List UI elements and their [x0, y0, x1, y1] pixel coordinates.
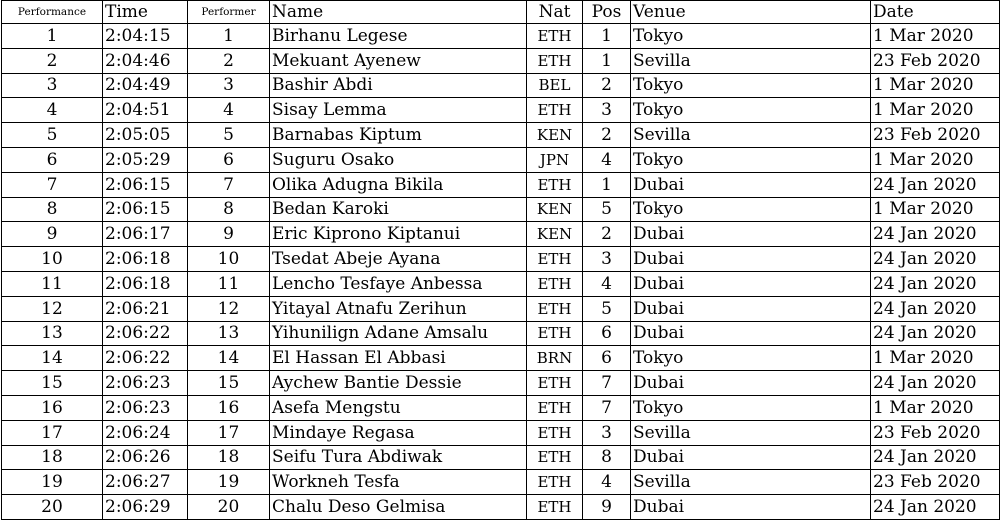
- cell-time: 2:04:46: [103, 48, 188, 73]
- cell-venue: Dubai: [631, 371, 871, 396]
- cell-pos: 5: [583, 296, 631, 321]
- table-row: [2, 371, 1000, 396]
- cell-performance: 6: [2, 147, 103, 172]
- cell-performer: 4: [188, 98, 270, 123]
- cell-performer: 15: [188, 371, 270, 396]
- cell-time: 2:05:05: [103, 123, 188, 148]
- cell-performance: 1: [2, 24, 103, 49]
- table-row: [2, 98, 1000, 123]
- cell-pos: 3: [583, 420, 631, 445]
- cell-name: Lencho Tesfaye Anbessa: [270, 271, 527, 296]
- cell-date: 1 Mar 2020: [871, 346, 1000, 371]
- table-row: [2, 346, 1000, 371]
- cell-nat: BRN: [527, 346, 583, 371]
- cell-performance: 8: [2, 197, 103, 222]
- cell-performance: 18: [2, 445, 103, 470]
- cell-date: 24 Jan 2020: [871, 371, 1000, 396]
- cell-name: Olika Adugna Bikila: [270, 172, 527, 197]
- cell-performance: 13: [2, 321, 103, 346]
- cell-name: Asefa Mengstu: [270, 395, 527, 420]
- cell-nat: ETH: [527, 445, 583, 470]
- cell-pos: 3: [583, 98, 631, 123]
- cell-nat: ETH: [527, 495, 583, 520]
- cell-performance: 19: [2, 470, 103, 495]
- header-performance: Performance: [2, 1, 103, 24]
- cell-name: Suguru Osako: [270, 147, 527, 172]
- cell-name: Chalu Deso Gelmisa: [270, 495, 527, 520]
- header-performer: Performer: [188, 1, 270, 24]
- cell-venue: Dubai: [631, 172, 871, 197]
- cell-nat: ETH: [527, 24, 583, 49]
- cell-pos: 7: [583, 371, 631, 396]
- cell-venue: Tokyo: [631, 395, 871, 420]
- cell-venue: Dubai: [631, 247, 871, 272]
- cell-date: 24 Jan 2020: [871, 172, 1000, 197]
- cell-nat: ETH: [527, 371, 583, 396]
- cell-nat: ETH: [527, 247, 583, 272]
- cell-performance: 12: [2, 296, 103, 321]
- header-nat: Nat: [527, 1, 583, 24]
- cell-pos: 6: [583, 346, 631, 371]
- cell-performance: 16: [2, 395, 103, 420]
- cell-nat: ETH: [527, 271, 583, 296]
- cell-venue: Sevilla: [631, 420, 871, 445]
- cell-performer: 18: [188, 445, 270, 470]
- table-row: [2, 147, 1000, 172]
- cell-date: 24 Jan 2020: [871, 222, 1000, 247]
- cell-venue: Dubai: [631, 222, 871, 247]
- cell-date: 1 Mar 2020: [871, 73, 1000, 98]
- cell-time: 2:06:27: [103, 470, 188, 495]
- cell-name: Yitayal Atnafu Zerihun: [270, 296, 527, 321]
- cell-time: 2:06:24: [103, 420, 188, 445]
- cell-performance: 9: [2, 222, 103, 247]
- cell-time: 2:06:17: [103, 222, 188, 247]
- cell-nat: KEN: [527, 197, 583, 222]
- table-row: [2, 123, 1000, 148]
- cell-nat: KEN: [527, 123, 583, 148]
- cell-time: 2:06:23: [103, 371, 188, 396]
- cell-performer: 20: [188, 495, 270, 520]
- cell-performer: 13: [188, 321, 270, 346]
- cell-pos: 4: [583, 470, 631, 495]
- cell-performer: 5: [188, 123, 270, 148]
- table-row: [2, 271, 1000, 296]
- cell-venue: Tokyo: [631, 24, 871, 49]
- cell-date: 23 Feb 2020: [871, 123, 1000, 148]
- cell-pos: 4: [583, 271, 631, 296]
- table-row: [2, 445, 1000, 470]
- cell-performer: 10: [188, 247, 270, 272]
- header-row: [2, 1, 1000, 24]
- cell-nat: JPN: [527, 147, 583, 172]
- cell-date: 23 Feb 2020: [871, 420, 1000, 445]
- table-row: [2, 321, 1000, 346]
- cell-date: 23 Feb 2020: [871, 470, 1000, 495]
- cell-performance: 17: [2, 420, 103, 445]
- cell-pos: 6: [583, 321, 631, 346]
- cell-performance: 15: [2, 371, 103, 396]
- cell-time: 2:06:15: [103, 197, 188, 222]
- cell-nat: ETH: [527, 420, 583, 445]
- cell-name: Birhanu Legese: [270, 24, 527, 49]
- cell-performer: 3: [188, 73, 270, 98]
- header-date: Date: [871, 1, 1000, 24]
- table-row: [2, 48, 1000, 73]
- cell-performer: 19: [188, 470, 270, 495]
- header-time: Time: [103, 1, 188, 24]
- cell-performer: 9: [188, 222, 270, 247]
- cell-venue: Tokyo: [631, 98, 871, 123]
- table-row: [2, 296, 1000, 321]
- cell-performer: 1: [188, 24, 270, 49]
- cell-time: 2:06:22: [103, 346, 188, 371]
- cell-pos: 1: [583, 48, 631, 73]
- cell-pos: 2: [583, 123, 631, 148]
- cell-venue: Dubai: [631, 271, 871, 296]
- cell-date: 23 Feb 2020: [871, 48, 1000, 73]
- cell-pos: 2: [583, 222, 631, 247]
- table-row: [2, 470, 1000, 495]
- cell-venue: Sevilla: [631, 48, 871, 73]
- cell-date: 24 Jan 2020: [871, 247, 1000, 272]
- cell-name: Bedan Karoki: [270, 197, 527, 222]
- cell-name: Workneh Tesfa: [270, 470, 527, 495]
- cell-performer: 7: [188, 172, 270, 197]
- cell-date: 1 Mar 2020: [871, 395, 1000, 420]
- cell-time: 2:04:49: [103, 73, 188, 98]
- cell-performance: 7: [2, 172, 103, 197]
- cell-venue: Dubai: [631, 321, 871, 346]
- cell-name: Sisay Lemma: [270, 98, 527, 123]
- cell-nat: KEN: [527, 222, 583, 247]
- cell-performer: 2: [188, 48, 270, 73]
- cell-date: 24 Jan 2020: [871, 445, 1000, 470]
- cell-performance: 10: [2, 247, 103, 272]
- cell-pos: 7: [583, 395, 631, 420]
- header-venue: Venue: [631, 1, 871, 24]
- cell-time: 2:06:29: [103, 495, 188, 520]
- cell-venue: Sevilla: [631, 123, 871, 148]
- cell-name: Eric Kiprono Kiptanui: [270, 222, 527, 247]
- cell-performance: 11: [2, 271, 103, 296]
- cell-name: Seifu Tura Abdiwak: [270, 445, 527, 470]
- table-row: [2, 420, 1000, 445]
- cell-nat: ETH: [527, 296, 583, 321]
- cell-performer: 12: [188, 296, 270, 321]
- results-table: [1, 0, 1000, 520]
- table-row: [2, 197, 1000, 222]
- table-row: [2, 73, 1000, 98]
- cell-performer: 11: [188, 271, 270, 296]
- table-row: [2, 395, 1000, 420]
- cell-time: 2:05:29: [103, 147, 188, 172]
- cell-name: Yihunilign Adane Amsalu: [270, 321, 527, 346]
- cell-venue: Tokyo: [631, 73, 871, 98]
- cell-date: 24 Jan 2020: [871, 296, 1000, 321]
- cell-venue: Sevilla: [631, 470, 871, 495]
- cell-date: 24 Jan 2020: [871, 271, 1000, 296]
- table-row: [2, 222, 1000, 247]
- cell-name: Barnabas Kiptum: [270, 123, 527, 148]
- cell-name: El Hassan El Abbasi: [270, 346, 527, 371]
- header-name: Name: [270, 1, 527, 24]
- cell-name: Bashir Abdi: [270, 73, 527, 98]
- cell-performance: 4: [2, 98, 103, 123]
- cell-nat: ETH: [527, 172, 583, 197]
- cell-nat: ETH: [527, 395, 583, 420]
- cell-name: Tsedat Abeje Ayana: [270, 247, 527, 272]
- cell-performance: 14: [2, 346, 103, 371]
- cell-date: 1 Mar 2020: [871, 197, 1000, 222]
- cell-name: Mekuant Ayenew: [270, 48, 527, 73]
- header-pos: Pos: [583, 1, 631, 24]
- table-row: [2, 24, 1000, 49]
- cell-pos: 3: [583, 247, 631, 272]
- cell-nat: ETH: [527, 470, 583, 495]
- cell-venue: Dubai: [631, 296, 871, 321]
- cell-time: 2:06:26: [103, 445, 188, 470]
- table-row: [2, 247, 1000, 272]
- cell-pos: 8: [583, 445, 631, 470]
- cell-time: 2:06:18: [103, 247, 188, 272]
- cell-name: Aychew Bantie Dessie: [270, 371, 527, 396]
- cell-venue: Tokyo: [631, 346, 871, 371]
- cell-nat: ETH: [527, 98, 583, 123]
- cell-pos: 9: [583, 495, 631, 520]
- cell-time: 2:06:22: [103, 321, 188, 346]
- table-row: [2, 172, 1000, 197]
- cell-date: 24 Jan 2020: [871, 321, 1000, 346]
- cell-performer: 17: [188, 420, 270, 445]
- cell-name: Mindaye Regasa: [270, 420, 527, 445]
- cell-performance: 2: [2, 48, 103, 73]
- cell-date: 24 Jan 2020: [871, 495, 1000, 520]
- cell-pos: 4: [583, 147, 631, 172]
- cell-nat: ETH: [527, 48, 583, 73]
- cell-time: 2:06:23: [103, 395, 188, 420]
- cell-time: 2:04:51: [103, 98, 188, 123]
- cell-time: 2:06:15: [103, 172, 188, 197]
- cell-date: 1 Mar 2020: [871, 24, 1000, 49]
- cell-date: 1 Mar 2020: [871, 147, 1000, 172]
- cell-performer: 14: [188, 346, 270, 371]
- cell-time: 2:06:18: [103, 271, 188, 296]
- cell-venue: Tokyo: [631, 147, 871, 172]
- cell-performer: 8: [188, 197, 270, 222]
- cell-nat: ETH: [527, 321, 583, 346]
- cell-nat: BEL: [527, 73, 583, 98]
- cell-pos: 1: [583, 24, 631, 49]
- cell-performer: 6: [188, 147, 270, 172]
- cell-time: 2:06:21: [103, 296, 188, 321]
- cell-pos: 2: [583, 73, 631, 98]
- cell-performance: 3: [2, 73, 103, 98]
- cell-pos: 1: [583, 172, 631, 197]
- cell-performer: 16: [188, 395, 270, 420]
- cell-pos: 5: [583, 197, 631, 222]
- cell-venue: Dubai: [631, 495, 871, 520]
- cell-date: 1 Mar 2020: [871, 98, 1000, 123]
- cell-performance: 5: [2, 123, 103, 148]
- cell-time: 2:04:15: [103, 24, 188, 49]
- table-row: [2, 495, 1000, 520]
- cell-venue: Dubai: [631, 445, 871, 470]
- cell-performance: 20: [2, 495, 103, 520]
- cell-venue: Tokyo: [631, 197, 871, 222]
